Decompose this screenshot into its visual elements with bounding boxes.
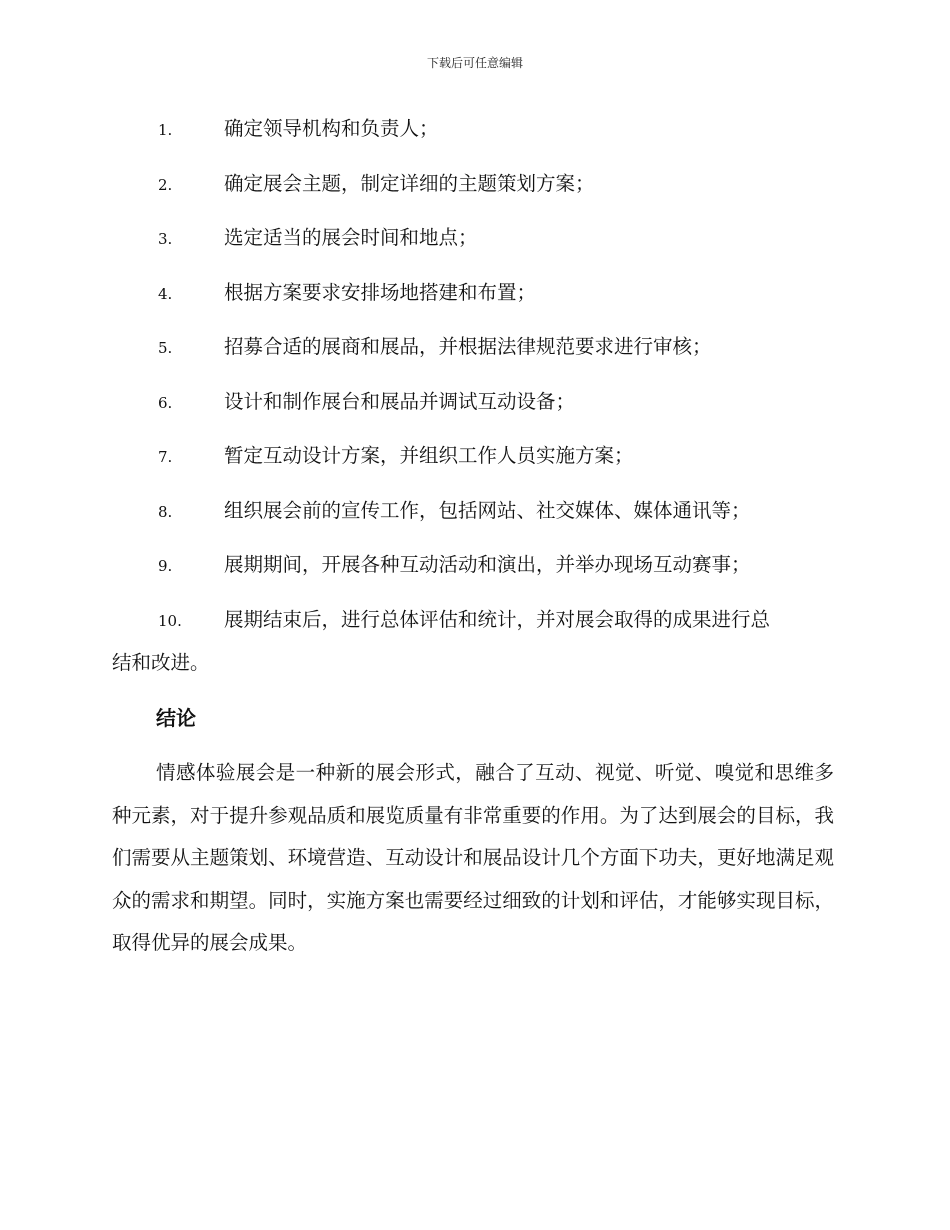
list-item bbox=[112, 272, 834, 327]
conclusion-paragraph: 情感体验展会是一种新的展会形式，融合了互动、视觉、听觉、嗅觉和思维多种元素，对于提升参观品质和展览质量有非常重要的作用。为了达到展会的目标，我们需要从主题策划、环境营造、互动设计和展品设计几个方面下功夫，更好地满足观众的需求和期望。同时，实施方案也需要经过细致的计划和评估，才能够实现目标，取得优异的展会成果。 bbox=[112, 761, 834, 954]
list-item-text-continued: 结和改进。 bbox=[112, 650, 210, 674]
list-item bbox=[112, 326, 834, 381]
list-item-text: 暂定互动设计方案，并组织工作人员实施方案； bbox=[224, 444, 634, 467]
list-item-number: 4. bbox=[158, 284, 173, 303]
list-item-number: 10. bbox=[158, 611, 182, 630]
list-item-text: 招募合适的展商和展品，并根据法律规范要求进行审核； bbox=[224, 335, 712, 358]
list-item-text: 选定适当的展会时间和地点； bbox=[224, 226, 478, 249]
list-item-number: 1. bbox=[158, 121, 173, 139]
list-item-number: 5. bbox=[158, 339, 173, 357]
list-item-text: 确定展会主题，制定详细的主题策划方案； bbox=[224, 171, 595, 195]
list-item bbox=[112, 217, 834, 272]
list-item-text: 根据方案要求安排场地搭建和布置； bbox=[224, 280, 537, 304]
list-item-text: 展期结束后，进行总体评估和统计，并对展会取得的成果进行总 bbox=[224, 607, 771, 631]
list-item-number: 8. bbox=[158, 502, 173, 521]
page-header: 下载后可任意编辑 bbox=[426, 56, 523, 70]
list-item-number: 3. bbox=[158, 230, 173, 248]
list-item-text: 展期期间，开展各种互动活动和演出，并举办现场互动赛事； bbox=[224, 553, 751, 576]
list-item bbox=[112, 435, 834, 490]
list-item bbox=[112, 108, 834, 163]
list-item bbox=[112, 490, 834, 545]
list-item-number: 9. bbox=[158, 557, 173, 575]
list-item bbox=[112, 599, 834, 683]
list-item-text: 组织展会前的宣传工作，包括网站、社交媒体、媒体通讯等； bbox=[224, 498, 751, 522]
list-item bbox=[112, 381, 834, 436]
list-item bbox=[112, 544, 834, 599]
list-item bbox=[112, 163, 834, 218]
list-item-number: 7. bbox=[158, 448, 173, 466]
list-item-text: 确定领导机构和负责人； bbox=[224, 117, 439, 140]
list-item-text: 设计和制作展台和展品并调试互动设备； bbox=[224, 389, 576, 413]
list-item-number: 6. bbox=[158, 393, 173, 412]
list-item-number: 2. bbox=[158, 175, 173, 194]
section-heading: 结论 bbox=[156, 706, 196, 730]
steps-list bbox=[112, 108, 834, 683]
